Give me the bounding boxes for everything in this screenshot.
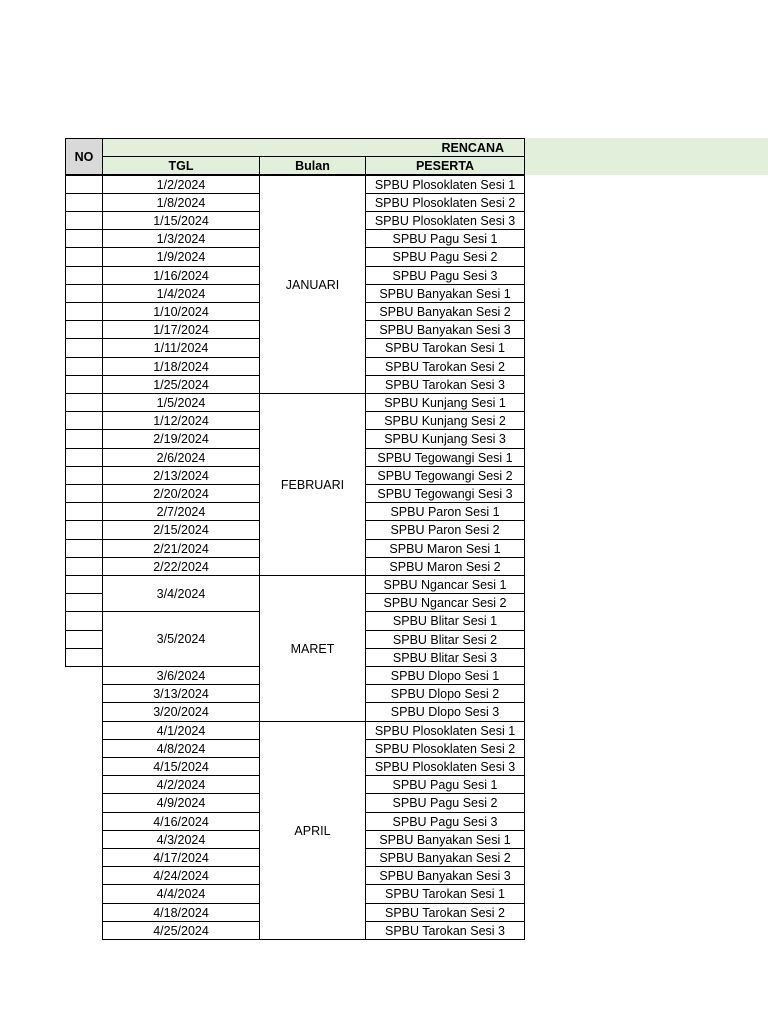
no-cell (65, 411, 103, 430)
tgl-cell: 4/1/2024 (102, 721, 260, 740)
peserta-cell: SPBU Maron Sesi 1 (365, 539, 525, 558)
tgl-cell: 1/3/2024 (102, 229, 260, 248)
peserta-cell: SPBU Kunjang Sesi 1 (365, 393, 525, 412)
no-cell (65, 302, 103, 321)
peserta-cell: SPBU Pagu Sesi 1 (365, 229, 525, 248)
peserta-cell: SPBU Tarokan Sesi 3 (365, 375, 525, 394)
peserta-cell: SPBU Pagu Sesi 2 (365, 247, 525, 267)
peserta-cell: SPBU Banyakan Sesi 1 (365, 830, 525, 849)
tgl-cell: 4/8/2024 (102, 739, 260, 758)
peserta-cell: SPBU Plosoklaten Sesi 3 (365, 757, 525, 776)
peserta-cell: SPBU Plosoklaten Sesi 1 (365, 175, 525, 194)
tgl-cell: 4/18/2024 (102, 903, 260, 922)
tgl-cell: 2/19/2024 (102, 429, 260, 449)
no-cell (65, 448, 103, 467)
header-rencana (102, 138, 525, 157)
tgl-cell: 1/5/2024 (102, 393, 260, 412)
tgl-cell: 1/11/2024 (102, 338, 260, 358)
peserta-cell: SPBU Banyakan Sesi 2 (365, 848, 525, 867)
tgl-cell: 1/8/2024 (102, 193, 260, 212)
peserta-cell: SPBU Tegowangi Sesi 3 (365, 484, 525, 503)
peserta-cell: SPBU Plosoklaten Sesi 2 (365, 739, 525, 758)
tgl-cell: 4/4/2024 (102, 884, 260, 904)
tgl-cell: 2/20/2024 (102, 484, 260, 503)
no-cell (65, 338, 103, 358)
tgl-cell: 2/21/2024 (102, 539, 260, 558)
tgl-cell: 2/22/2024 (102, 557, 260, 576)
peserta-cell: SPBU Tarokan Sesi 1 (365, 338, 525, 358)
no-cell (65, 575, 103, 594)
tgl-cell: 4/24/2024 (102, 866, 260, 885)
peserta-cell: SPBU Ngancar Sesi 1 (365, 575, 525, 594)
peserta-cell: SPBU Plosoklaten Sesi 3 (365, 211, 525, 230)
tgl-cell: 2/7/2024 (102, 502, 260, 521)
tgl-cell: 4/16/2024 (102, 812, 260, 831)
no-cell (65, 466, 103, 485)
no-cell (65, 484, 103, 503)
tgl-cell: 1/12/2024 (102, 411, 260, 430)
tgl-cell: 2/15/2024 (102, 520, 260, 540)
tgl-cell: 4/3/2024 (102, 830, 260, 849)
tgl-cell: 3/6/2024 (102, 666, 260, 685)
peserta-cell: SPBU Banyakan Sesi 3 (365, 320, 525, 339)
peserta-cell: SPBU Paron Sesi 2 (365, 520, 525, 540)
no-cell (65, 393, 103, 412)
peserta-cell: SPBU Pagu Sesi 3 (365, 812, 525, 831)
peserta-cell: SPBU Tegowangi Sesi 2 (365, 466, 525, 485)
peserta-cell: SPBU Kunjang Sesi 2 (365, 411, 525, 430)
peserta-cell: SPBU Tegowangi Sesi 1 (365, 448, 525, 467)
no-cell (65, 357, 103, 376)
peserta-cell: SPBU Plosoklaten Sesi 2 (365, 193, 525, 212)
tgl-cell: 1/17/2024 (102, 320, 260, 339)
tgl-cell: 3/5/2024 (102, 611, 260, 667)
peserta-cell: SPBU Blitar Sesi 2 (365, 630, 525, 649)
bulan-cell: MARET (259, 575, 366, 722)
tgl-cell: 1/16/2024 (102, 266, 260, 285)
no-cell (65, 375, 103, 394)
tgl-cell: 3/20/2024 (102, 702, 260, 722)
peserta-cell: SPBU Blitar Sesi 3 (365, 648, 525, 667)
header-rencana-label: RENCANA (441, 141, 504, 155)
no-cell (65, 193, 103, 212)
tgl-cell: 1/25/2024 (102, 375, 260, 394)
no-cell (65, 630, 103, 649)
no-cell (65, 502, 103, 521)
peserta-cell: SPBU Blitar Sesi 1 (365, 611, 525, 631)
peserta-cell: SPBU Kunjang Sesi 3 (365, 429, 525, 449)
header-tgl: TGL (102, 156, 260, 175)
no-cell (65, 175, 103, 194)
tgl-cell: 1/4/2024 (102, 284, 260, 303)
peserta-cell: SPBU Tarokan Sesi 3 (365, 921, 525, 940)
tgl-cell: 4/2/2024 (102, 775, 260, 794)
no-cell (65, 320, 103, 339)
no-cell (65, 284, 103, 303)
no-cell (65, 593, 103, 612)
tgl-cell: 3/13/2024 (102, 684, 260, 703)
peserta-cell: SPBU Plosoklaten Sesi 1 (365, 721, 525, 740)
header-peserta: PESERTA (365, 156, 525, 175)
no-cell (65, 557, 103, 576)
no-cell (65, 229, 103, 248)
tgl-cell: 2/6/2024 (102, 448, 260, 467)
peserta-cell: SPBU Dlopo Sesi 3 (365, 702, 525, 722)
tgl-cell: 4/9/2024 (102, 793, 260, 813)
peserta-cell: SPBU Tarokan Sesi 2 (365, 903, 525, 922)
peserta-cell: SPBU Pagu Sesi 2 (365, 793, 525, 813)
no-cell (65, 648, 103, 667)
tgl-cell: 1/2/2024 (102, 175, 260, 194)
peserta-cell: SPBU Maron Sesi 2 (365, 557, 525, 576)
no-cell (65, 520, 103, 540)
tgl-cell: 4/15/2024 (102, 757, 260, 776)
header-bulan: Bulan (259, 156, 366, 175)
no-cell (65, 611, 103, 631)
tgl-cell: 1/10/2024 (102, 302, 260, 321)
no-cell (65, 429, 103, 449)
tgl-cell: 4/25/2024 (102, 921, 260, 940)
peserta-cell: SPBU Tarokan Sesi 2 (365, 357, 525, 376)
peserta-cell: SPBU Banyakan Sesi 3 (365, 866, 525, 885)
tgl-cell: 2/13/2024 (102, 466, 260, 485)
no-cell (65, 247, 103, 267)
no-cell (65, 266, 103, 285)
no-cell (65, 539, 103, 558)
bulan-cell: FEBRUARI (259, 393, 366, 576)
tgl-cell: 3/4/2024 (102, 575, 260, 612)
tgl-cell: 1/18/2024 (102, 357, 260, 376)
peserta-cell: SPBU Dlopo Sesi 1 (365, 666, 525, 685)
no-cell (65, 211, 103, 230)
peserta-cell: SPBU Ngancar Sesi 2 (365, 593, 525, 612)
peserta-cell: SPBU Pagu Sesi 3 (365, 266, 525, 285)
tgl-cell: 4/17/2024 (102, 848, 260, 867)
peserta-cell: SPBU Banyakan Sesi 1 (365, 284, 525, 303)
tgl-cell: 1/9/2024 (102, 247, 260, 267)
header-no: NO (65, 138, 103, 175)
peserta-cell: SPBU Paron Sesi 1 (365, 502, 525, 521)
peserta-cell: SPBU Banyakan Sesi 2 (365, 302, 525, 321)
peserta-cell: SPBU Dlopo Sesi 2 (365, 684, 525, 703)
tgl-cell: 1/15/2024 (102, 211, 260, 230)
peserta-cell: SPBU Pagu Sesi 1 (365, 775, 525, 794)
bulan-cell: JANUARI (259, 175, 366, 394)
peserta-cell: SPBU Tarokan Sesi 1 (365, 884, 525, 904)
bulan-cell: APRIL (259, 721, 366, 940)
